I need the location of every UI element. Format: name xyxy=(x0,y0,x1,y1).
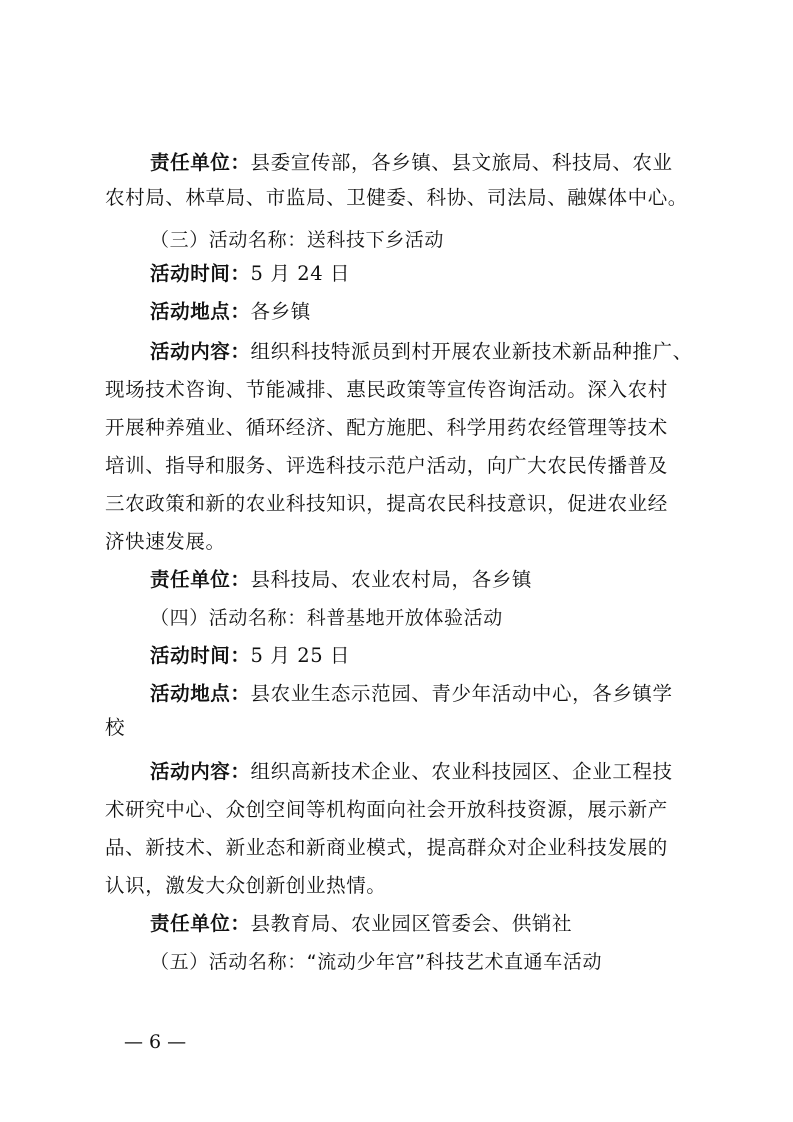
field-label: 责任单位： xyxy=(150,151,251,174)
paragraph-line xyxy=(150,151,750,175)
paragraph-line xyxy=(105,836,705,860)
field-text: 县科技局、农业农村局，各乡镇 xyxy=(250,568,532,591)
paragraph-line xyxy=(105,416,705,440)
field-label: 活动地点： xyxy=(150,300,251,323)
paragraph-line xyxy=(150,682,750,706)
field-label: 活动地点： xyxy=(150,682,251,705)
field-text: 5 月 25 日 xyxy=(250,644,351,667)
heading-text: （五）活动名称：“流动少年宫”科技艺术直通车活动 xyxy=(150,951,603,973)
field-text: 农村局、林草局、市监局、卫健委、科协、司法局、融媒体中心。 xyxy=(105,186,688,209)
paragraph-line xyxy=(105,454,705,478)
paragraph-line xyxy=(150,760,750,784)
paragraph-line xyxy=(150,568,750,592)
page-number: — 6 — xyxy=(124,1031,187,1053)
heading-text: （四）活动名称：科普基地开放体验活动 xyxy=(150,607,503,629)
heading-text: （三）活动名称：送科技下乡活动 xyxy=(150,229,445,251)
field-text: 认识，激发大众创新创业热情。 xyxy=(105,874,387,897)
section-heading xyxy=(150,950,750,974)
paragraph-line xyxy=(150,912,750,936)
paragraph-line xyxy=(105,378,705,402)
field-label: 活动内容： xyxy=(150,340,251,363)
field-text: 县农业生态示范园、青少年活动中心，各乡镇学 xyxy=(250,682,673,705)
paragraph-line xyxy=(105,492,705,516)
paragraph-line xyxy=(105,716,705,740)
paragraph-line xyxy=(150,300,750,324)
field-label: 活动内容： xyxy=(150,760,251,783)
field-text: 5 月 24 日 xyxy=(250,262,351,285)
field-text: 组织科技特派员到村开展农业新技术新品种推广、 xyxy=(250,340,693,363)
field-text: 济快速发展。 xyxy=(105,530,226,553)
field-text: 校 xyxy=(105,716,126,739)
section-heading xyxy=(150,228,750,252)
field-label: 责任单位： xyxy=(150,912,251,935)
field-label: 活动时间： xyxy=(150,644,251,667)
field-text: 培训、指导和服务、评选科技示范户活动，向广大农民传播普及 xyxy=(105,454,668,477)
paragraph-line xyxy=(105,530,705,554)
field-text: 三农政策和新的农业科技知识，提高农民科技意识，促进农业经 xyxy=(105,492,668,515)
field-text: 开展种养殖业、循环经济、配方施肥、科学用药农经管理等技术 xyxy=(105,416,668,439)
field-text: 各乡镇 xyxy=(250,300,311,323)
field-text: 术研究中心、众创空间等机构面向社会开放科技资源，展示新产 xyxy=(105,798,668,821)
paragraph-line xyxy=(150,262,750,286)
field-text: 现场技术咨询、节能减排、惠民政策等宣传咨询活动。深入农村 xyxy=(105,378,668,401)
paragraph-line xyxy=(150,340,750,364)
section-heading xyxy=(150,606,750,630)
field-text: 县教育局、农业园区管委会、供销社 xyxy=(250,912,573,935)
field-text: 组织高新技术企业、农业科技园区、企业工程技 xyxy=(250,760,673,783)
paragraph-line xyxy=(105,874,705,898)
field-label: 活动时间： xyxy=(150,262,251,285)
field-text: 县委宣传部，各乡镇、县文旅局、科技局、农业 xyxy=(250,151,673,174)
field-label: 责任单位： xyxy=(150,568,251,591)
field-text: 品、新技术、新业态和新商业模式，提高群众对企业科技发展的 xyxy=(105,836,668,859)
paragraph-line xyxy=(150,644,750,668)
paragraph-line xyxy=(105,186,705,210)
paragraph-line xyxy=(105,798,705,822)
